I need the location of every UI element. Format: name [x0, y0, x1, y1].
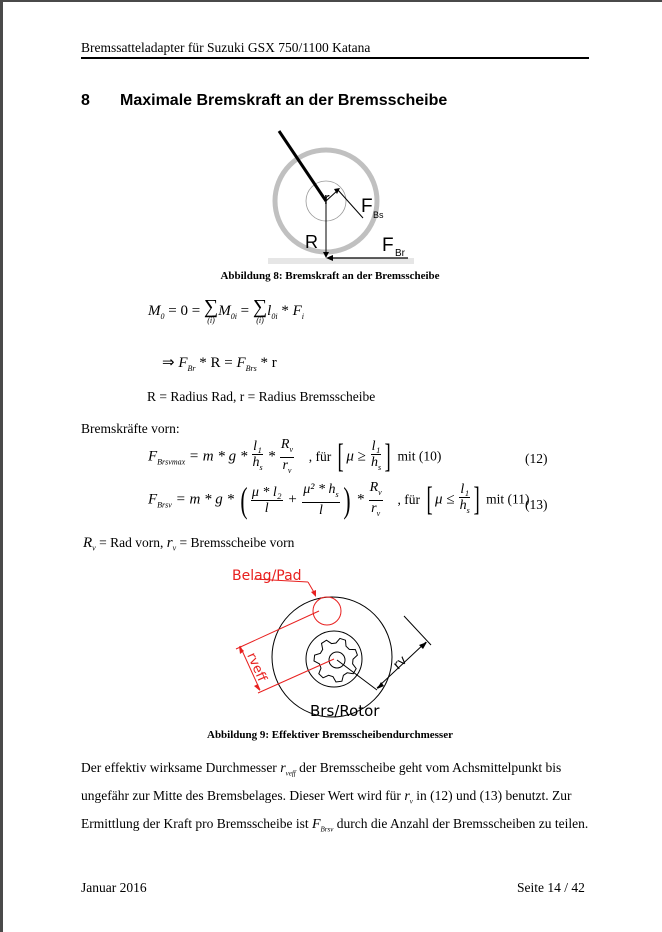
rv-extension-line — [404, 616, 431, 645]
sum-symbol: ∑ (i) — [252, 296, 268, 325]
eq-symbol: F — [148, 448, 158, 465]
eq-symbol: R — [83, 535, 93, 551]
eq-operator: * — [352, 491, 368, 508]
eq-operator: * — [277, 302, 293, 319]
equation-number-12: (12) — [525, 451, 548, 466]
definition-text: = Rad vorn, — [95, 535, 164, 550]
header-rule — [81, 57, 589, 59]
footer-date: Januar 2016 — [81, 880, 147, 895]
right-paren: ) — [342, 480, 351, 521]
denominator — [371, 501, 380, 521]
eq-symbol: R — [280, 437, 290, 452]
eq-subscript: Brsvmax — [157, 457, 186, 467]
eq-subscript: Brsv — [320, 826, 334, 835]
numerator — [369, 480, 383, 501]
label-R: R — [305, 232, 318, 252]
moment-equation — [148, 298, 304, 325]
window-frame-left — [0, 0, 3, 932]
numerator: l₁ — [460, 482, 470, 498]
fraction — [369, 480, 383, 521]
section-heading — [81, 92, 447, 110]
eq-subscript: v — [287, 465, 292, 475]
paragraph-text: der Bremsscheibe geht vom Achsmittelpunkt bis ungefähr zur Mitte des Bremsbelages. Dieser Wert wird für — [81, 760, 562, 804]
eq-subscript: 0i — [271, 311, 278, 321]
sum-symbol: ∑ (i) — [203, 296, 219, 325]
eq-operator: = 0 = — [164, 302, 204, 319]
eq-symbol: F — [292, 302, 302, 319]
paragraph-text: durch die Anzahl der Bremsscheiben zu teilen. — [336, 816, 589, 832]
variable-definitions — [83, 535, 294, 553]
eq-symbol: r — [280, 761, 286, 776]
eq-symbol: M — [218, 302, 231, 319]
denominator: l — [264, 500, 269, 516]
left-bracket: [ — [337, 438, 344, 476]
rveff-extension-line — [236, 611, 319, 649]
fraction — [371, 439, 382, 475]
eq-subscript: v — [289, 444, 294, 454]
section-title: Maximale Bremskraft an der Bremsscheibe — [120, 92, 448, 109]
eq-subscript: s — [259, 463, 263, 473]
disc-outer-circle — [272, 597, 392, 717]
eq-subscript: 0i — [230, 311, 237, 321]
right-bracket: ] — [384, 438, 392, 476]
implies-arrow: ⇒ — [162, 355, 175, 371]
numerator: l₁ — [253, 439, 262, 455]
label-rv: rv — [390, 653, 411, 673]
eq-symbol: F — [236, 355, 246, 371]
eq-operator: * — [263, 448, 279, 465]
eq-symbol: μ² * h — [303, 482, 336, 498]
fraction — [252, 439, 263, 475]
eq-subscript: v — [172, 543, 177, 553]
footer-page-number: Seite 14 / 42 — [517, 880, 585, 895]
fraction — [251, 485, 283, 516]
paragraph-text: in (12) und (13) benutzt. Zur Ermittlung der Kraft pro Bremsscheibe ist — [81, 788, 572, 832]
eq-symbol: M — [148, 302, 161, 319]
condition-prefix: , für — [397, 491, 420, 507]
eq-subscript: 0 — [160, 311, 165, 321]
eq-operator: = m * g * — [171, 491, 238, 508]
figure-8-brake-force-diagram — [260, 125, 430, 265]
eq-subscript: veff — [285, 769, 296, 778]
eq-symbol: r — [404, 789, 410, 805]
denominator — [282, 458, 291, 478]
eq-subscript: s — [377, 463, 382, 473]
paragraph-text: Der effektiv wirksame Durchmesser — [81, 760, 277, 775]
eq-subscript: i — [301, 311, 304, 321]
label-rotor: Brs/Rotor — [310, 702, 380, 720]
eq-subscript: s — [335, 490, 339, 500]
left-bracket: [ — [426, 481, 433, 519]
eq-symbol: F — [178, 355, 188, 371]
label-F-bs-sub: Bs — [373, 210, 384, 220]
condition-prefix: , für — [308, 448, 332, 464]
figure-9-caption: Abbildung 9: Effektiver Bremsscheibendurchmesser — [207, 729, 453, 741]
hub-star-outline — [314, 638, 357, 682]
section-number: 8 — [81, 92, 90, 109]
window-frame-top — [0, 0, 662, 2]
label-F-br: F — [382, 235, 394, 256]
figure-9-effective-diameter-diagram — [220, 560, 450, 730]
eq-subscript: v — [376, 508, 381, 518]
eq-subscript: v — [92, 543, 96, 553]
numerator — [302, 482, 339, 503]
eq-symbol: F — [311, 817, 321, 833]
denominator — [371, 455, 381, 475]
eq-subscript: v — [378, 487, 382, 497]
eq-symbol: h — [459, 498, 467, 514]
forces-heading: Bremskräfte vorn: — [81, 421, 180, 436]
label-r: r — [324, 189, 330, 208]
label-F-br-sub: Br — [395, 248, 405, 259]
eq-symbol: μ ≥ — [346, 448, 370, 465]
numerator — [280, 437, 294, 458]
label-rveff: rveff — [243, 650, 270, 685]
numerator: l₁ — [371, 439, 381, 455]
left-paren: ( — [240, 480, 248, 521]
right-bracket: ] — [473, 481, 480, 519]
eq-subscript: v — [409, 797, 413, 806]
label-pad: Belag/Pad — [232, 568, 302, 584]
eq-operator: * R = — [195, 355, 237, 371]
equation-number-13: (13) — [525, 497, 548, 512]
eq-operator: + — [283, 491, 302, 508]
running-header: Bremssatteladapter für Suzuki GSX 750/1100 Katana — [81, 40, 371, 55]
definition-text: = Bremsscheibe vorn — [176, 535, 295, 550]
fraction — [459, 482, 470, 518]
sum-limit: (i) — [256, 316, 264, 325]
eq-symbol: r — [282, 457, 288, 473]
equation-13 — [148, 480, 530, 521]
eq-subscript: Brs — [245, 364, 257, 373]
eq-subscript: Br — [187, 364, 196, 373]
eq-operator: * r — [256, 355, 277, 371]
eq-symbol: μ ≤ — [435, 491, 459, 508]
denominator: l — [318, 503, 323, 519]
numerator: μ * l₂ — [251, 484, 282, 500]
implication-equation — [162, 353, 277, 373]
eq-symbol: r — [371, 500, 377, 516]
figure-8-caption: Abbildung 8: Bremskraft an der Bremsscheibe — [220, 270, 440, 282]
eq-symbol: F — [148, 491, 158, 508]
radius-legend: R = Radius Rad, r = Radius Bremsscheibe — [147, 389, 376, 404]
sum-limit: (i) — [207, 316, 215, 325]
ground-strip — [268, 258, 414, 264]
eq-subscript: Brsv — [157, 500, 172, 510]
fraction — [302, 482, 339, 518]
fraction — [280, 437, 294, 478]
eq-symbol: h — [370, 455, 378, 471]
eq-subscript: s — [466, 506, 470, 516]
equation-reference: mit (10) — [397, 448, 442, 464]
eq-symbol: h — [252, 455, 260, 471]
denominator — [252, 455, 262, 475]
eq-symbol: l — [267, 302, 272, 319]
equation-12 — [148, 437, 441, 478]
eq-operator: = — [236, 302, 253, 319]
eq-symbol: r — [166, 535, 173, 551]
body-paragraph — [81, 757, 591, 842]
label-F-bs: F — [361, 196, 373, 217]
denominator — [460, 498, 470, 518]
equation-reference: mit (11) — [486, 491, 530, 507]
brake-pad-circle — [313, 597, 341, 625]
pad-leader-arrowhead — [311, 590, 316, 597]
eq-symbol: R — [369, 480, 379, 495]
eq-operator: = m * g * — [185, 448, 252, 465]
